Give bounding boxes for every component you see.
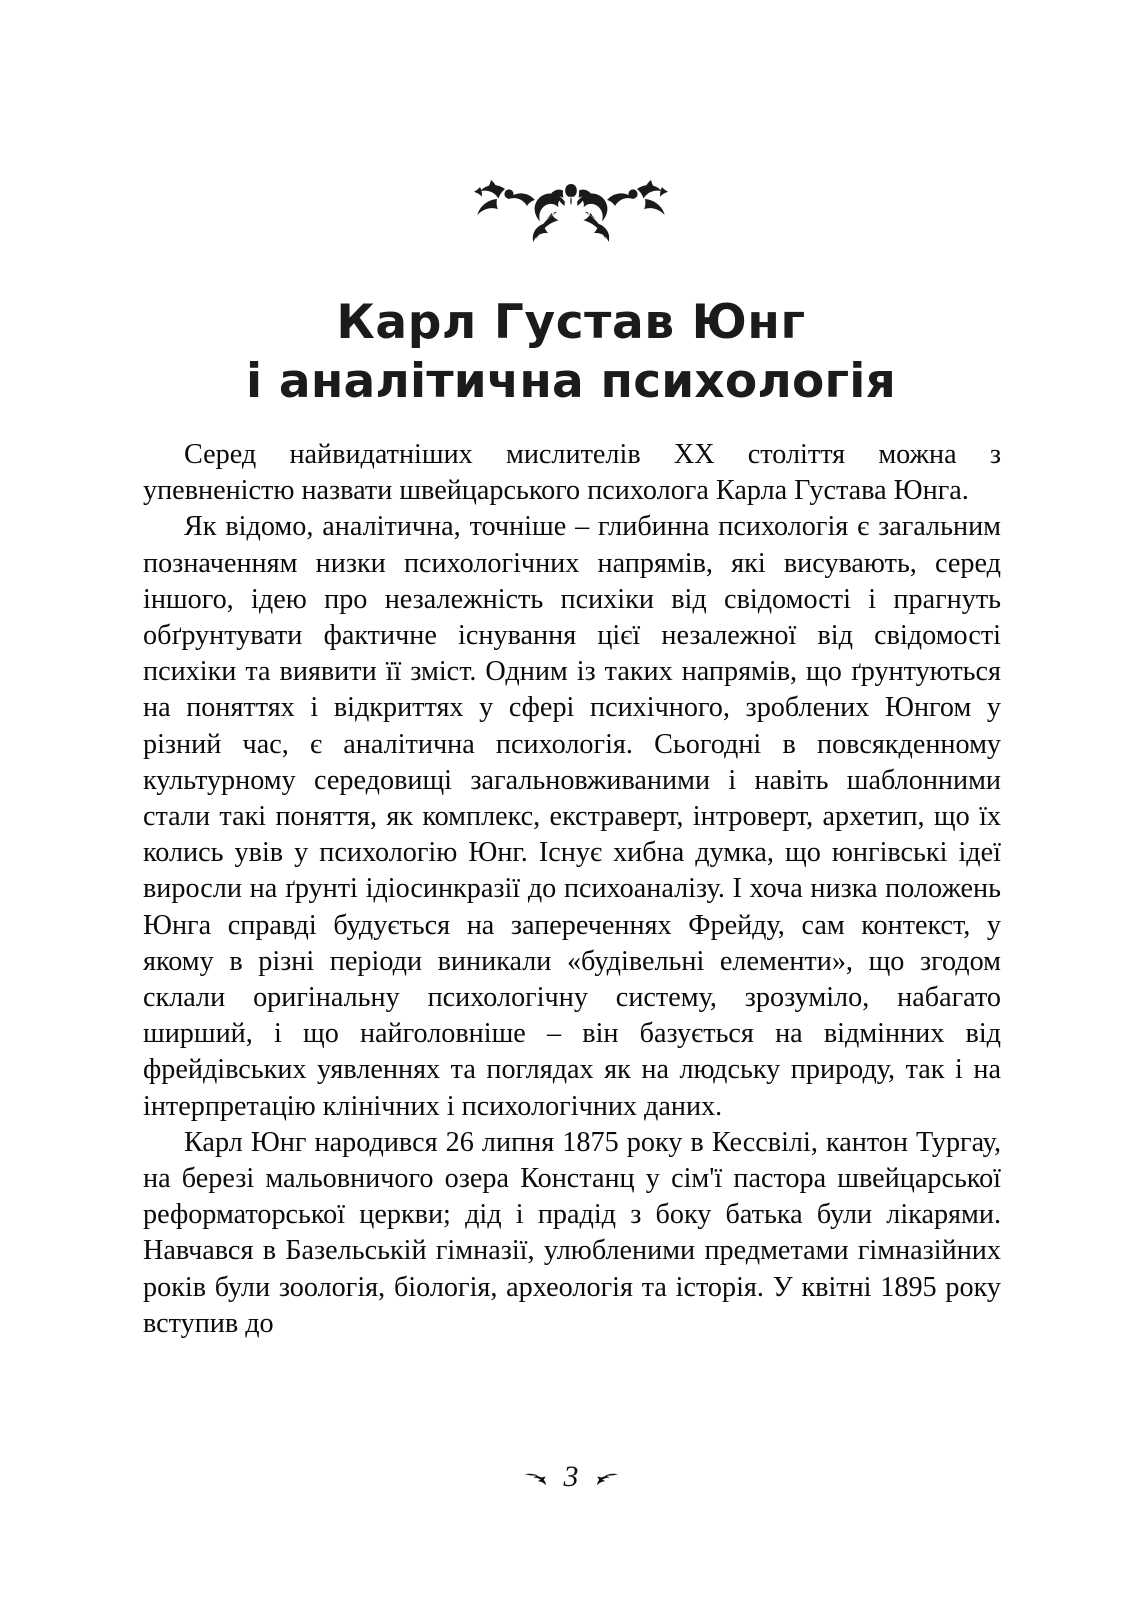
floral-flourish-ornament-icon bbox=[447, 168, 695, 248]
page-title bbox=[0, 293, 1142, 411]
page-footer bbox=[0, 1460, 1142, 1493]
leaf-swash-left-icon bbox=[524, 1469, 550, 1487]
body-text bbox=[143, 437, 1001, 1342]
chapter-title-line-2: і аналітична психологія bbox=[246, 354, 896, 410]
body-paragraph: Як відомо, аналітична, точніше – глибинна психологія є загальним позначенням низки психологічних напрямів, які висувають, серед іншого, ідею про незалежність психіки від свідомості і прагнуть обґрунтувати фактичне існування цієї незалежної від свідомості психіки та виявити її зміст. Одним із таких напрямів, що ґрунтуються на поняттях і відкриттях у сфері психічного, зроблених Юнгом у різний час, є аналітична психологія. Сьогодні в повсякденному культурному середовищі загальновживаними і навіть шаблонними стали такі поняття, як комплекс, екстраверт, інтроверт, архетип, що їх колись увів у психологію Юнг. Існує хибна думка, що юнгівські ідеї виросли на ґрунті ідіосинкразії до психоаналізу. І хоча низка положень Юнга справді будується на запереченнях Фрейду, сам контекст, у якому в різні періоди виникали «будівельні елементи», що згодом склали оригінальну психологічну систему, зрозуміло, набагато ширший, і що найголовніше – він базується на відмінних від фрейдівських уявленнях та поглядах як на людську природу, так і на інтерпретацію клінічних і психологічних даних. bbox=[143, 511, 1001, 1122]
folio-group bbox=[524, 1460, 619, 1493]
chapter-title-line-1: Карл Густав Юнг bbox=[336, 295, 806, 351]
body-paragraph: Серед найвидатніших мислителів XX століття можна з упевненістю назвати швейцарського психолога Карла Густава Юнга. bbox=[143, 439, 1001, 507]
leaf-swash-right-icon bbox=[593, 1469, 619, 1487]
page-number: 3 bbox=[563, 1460, 579, 1493]
header-ornament bbox=[0, 168, 1142, 248]
body-paragraph: Карл Юнг народився 26 липня 1875 року в Кессвілі, кантон Тургау, на березі мальовничого озера Констанц у сім'ї пастора швейцарської реформаторської церкви; дід і прадід з боку батька були лікарями. Навчався в Базельській гімназії, улюбленими предметами гімназійних років були зоологія, біологія, археологія та історія. У квітні 1895 року вступив до bbox=[143, 1126, 1001, 1339]
